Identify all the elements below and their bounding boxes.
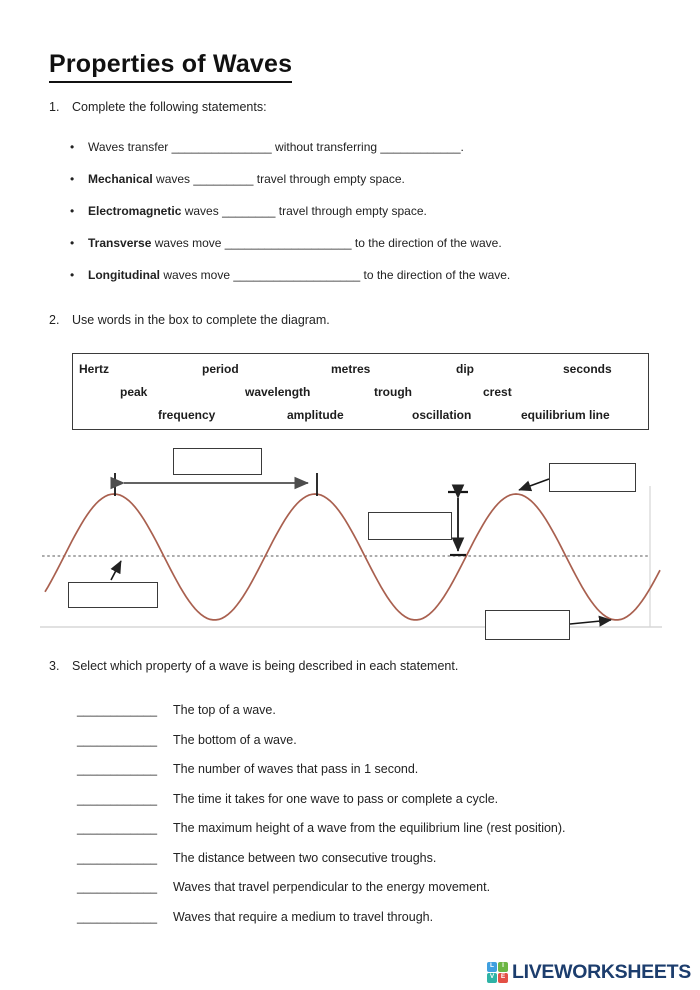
word-bank-item: dip: [456, 362, 474, 376]
wave-diagram: [0, 440, 700, 655]
word-bank-item: trough: [374, 385, 412, 399]
equilibrium-pointer-arrow: [111, 561, 121, 580]
bullet-icon: •: [70, 236, 75, 250]
word-bank-item: period: [202, 362, 239, 376]
answer-blank[interactable]: ________: [222, 204, 276, 218]
logo-square-v: V: [487, 973, 497, 983]
statement-row: [0, 792, 700, 809]
bullet-text: Waves transfer: [88, 140, 172, 154]
bullet-keyword: Longitudinal: [88, 268, 160, 282]
answer-blank[interactable]: ____________: [77, 880, 158, 894]
bullet-text: waves: [181, 204, 223, 218]
bullet-keyword: Mechanical: [88, 172, 153, 186]
bullet-line: [70, 236, 502, 251]
statement-row: [0, 762, 700, 779]
statement-text: The bottom of a wave.: [173, 733, 297, 747]
bullet-text: to the direction of the wave.: [360, 268, 511, 282]
word-bank-item: crest: [483, 385, 512, 399]
liveworksheets-grid-icon: [487, 962, 508, 983]
bullet-text: travel through empty space.: [253, 172, 405, 186]
answer-box-wavelength[interactable]: [173, 448, 262, 475]
answer-blank[interactable]: ____________: [77, 792, 158, 806]
answer-blank[interactable]: ____________: [77, 910, 158, 924]
answer-box-equilibrium[interactable]: [68, 582, 158, 608]
bullet-text: without transferring: [271, 140, 381, 154]
answer-blank[interactable]: ____________: [77, 821, 158, 835]
word-bank-item: seconds: [563, 362, 612, 376]
answer-blank[interactable]: ____________: [77, 733, 158, 747]
bullet-line: [70, 172, 405, 187]
bullet-line: [70, 204, 427, 219]
statement-text: Waves that travel perpendicular to the energy movement.: [173, 880, 491, 894]
statement-text: The distance between two consecutive troughs.: [173, 851, 437, 865]
brand-text: LIVEWORKSHEETS: [512, 960, 691, 983]
question-number: 3.: [49, 659, 60, 673]
answer-blank[interactable]: ____________: [77, 703, 158, 717]
answer-box-trough[interactable]: [485, 610, 570, 640]
statement-text: Waves that require a medium to travel through.: [173, 910, 434, 924]
word-bank-item: wavelength: [245, 385, 311, 399]
bullet-text: .: [460, 140, 464, 154]
question-2-header: [0, 313, 700, 329]
word-bank-item: metres: [331, 362, 371, 376]
answer-box-amplitude[interactable]: [368, 512, 452, 540]
bullet-line: [70, 268, 510, 283]
answer-blank[interactable]: ___________________: [224, 236, 352, 250]
word-bank-item: equilibrium line: [521, 408, 610, 422]
statement-row: [0, 733, 700, 750]
bullet-icon: •: [70, 268, 75, 282]
bullet-text: waves: [152, 172, 194, 186]
bullet-text: to the direction of the wave.: [351, 236, 502, 250]
bullet-keyword: Electromagnetic: [88, 204, 182, 218]
word-bank-item: peak: [120, 385, 148, 399]
answer-blank[interactable]: _______________: [171, 140, 272, 154]
bullet-keyword: Transverse: [88, 236, 152, 250]
word-bank-item: oscillation: [412, 408, 472, 422]
answer-blank[interactable]: ____________: [380, 140, 461, 154]
statement-text: The number of waves that pass in 1 second.: [173, 762, 419, 776]
statement-row: [0, 703, 700, 720]
statement-row: [0, 851, 700, 868]
answer-box-crest[interactable]: [549, 463, 636, 492]
statement-row: [0, 880, 700, 897]
bullet-icon: •: [70, 204, 75, 218]
bullet-text: travel through empty space.: [275, 204, 427, 218]
worksheet-title: Properties of Waves: [49, 50, 292, 83]
answer-blank[interactable]: ____________: [77, 851, 158, 865]
question-prompt: Use words in the box to complete the diagram.: [72, 313, 330, 327]
word-bank-item: frequency: [158, 408, 216, 422]
bullet-text: waves move: [159, 268, 234, 282]
answer-blank[interactable]: ___________________: [233, 268, 361, 282]
bullet-text: waves move: [151, 236, 225, 250]
logo-square-i: I: [498, 962, 508, 972]
word-bank-item: amplitude: [287, 408, 344, 422]
bullet-icon: •: [70, 172, 75, 186]
question-number: 1.: [49, 100, 60, 114]
logo-square-l: L: [487, 962, 497, 972]
question-prompt: Complete the following statements:: [72, 100, 267, 114]
answer-blank[interactable]: ____________: [77, 762, 158, 776]
bullet-icon: •: [70, 140, 75, 154]
crest-pointer-arrow: [519, 479, 549, 490]
statement-text: The maximum height of a wave from the equilibrium line (rest position).: [173, 821, 566, 835]
statement-row: [0, 821, 700, 838]
statement-row: [0, 910, 700, 927]
answer-blank[interactable]: _________: [193, 172, 254, 186]
liveworksheets-logo[interactable]: [487, 959, 691, 985]
question-1-header: [0, 100, 700, 116]
word-bank-item: Hertz: [79, 362, 110, 376]
question-3-header: [0, 659, 700, 675]
statement-text: The top of a wave.: [173, 703, 276, 717]
question-number: 2.: [49, 313, 60, 327]
trough-pointer-arrow: [570, 620, 611, 624]
word-bank: [72, 353, 649, 430]
bullet-line: [70, 140, 464, 155]
statement-text: The time it takes for one wave to pass or complete a cycle.: [173, 792, 499, 806]
question-prompt: Select which property of a wave is being described in each statement.: [72, 659, 459, 673]
logo-square-e: E: [498, 973, 508, 983]
